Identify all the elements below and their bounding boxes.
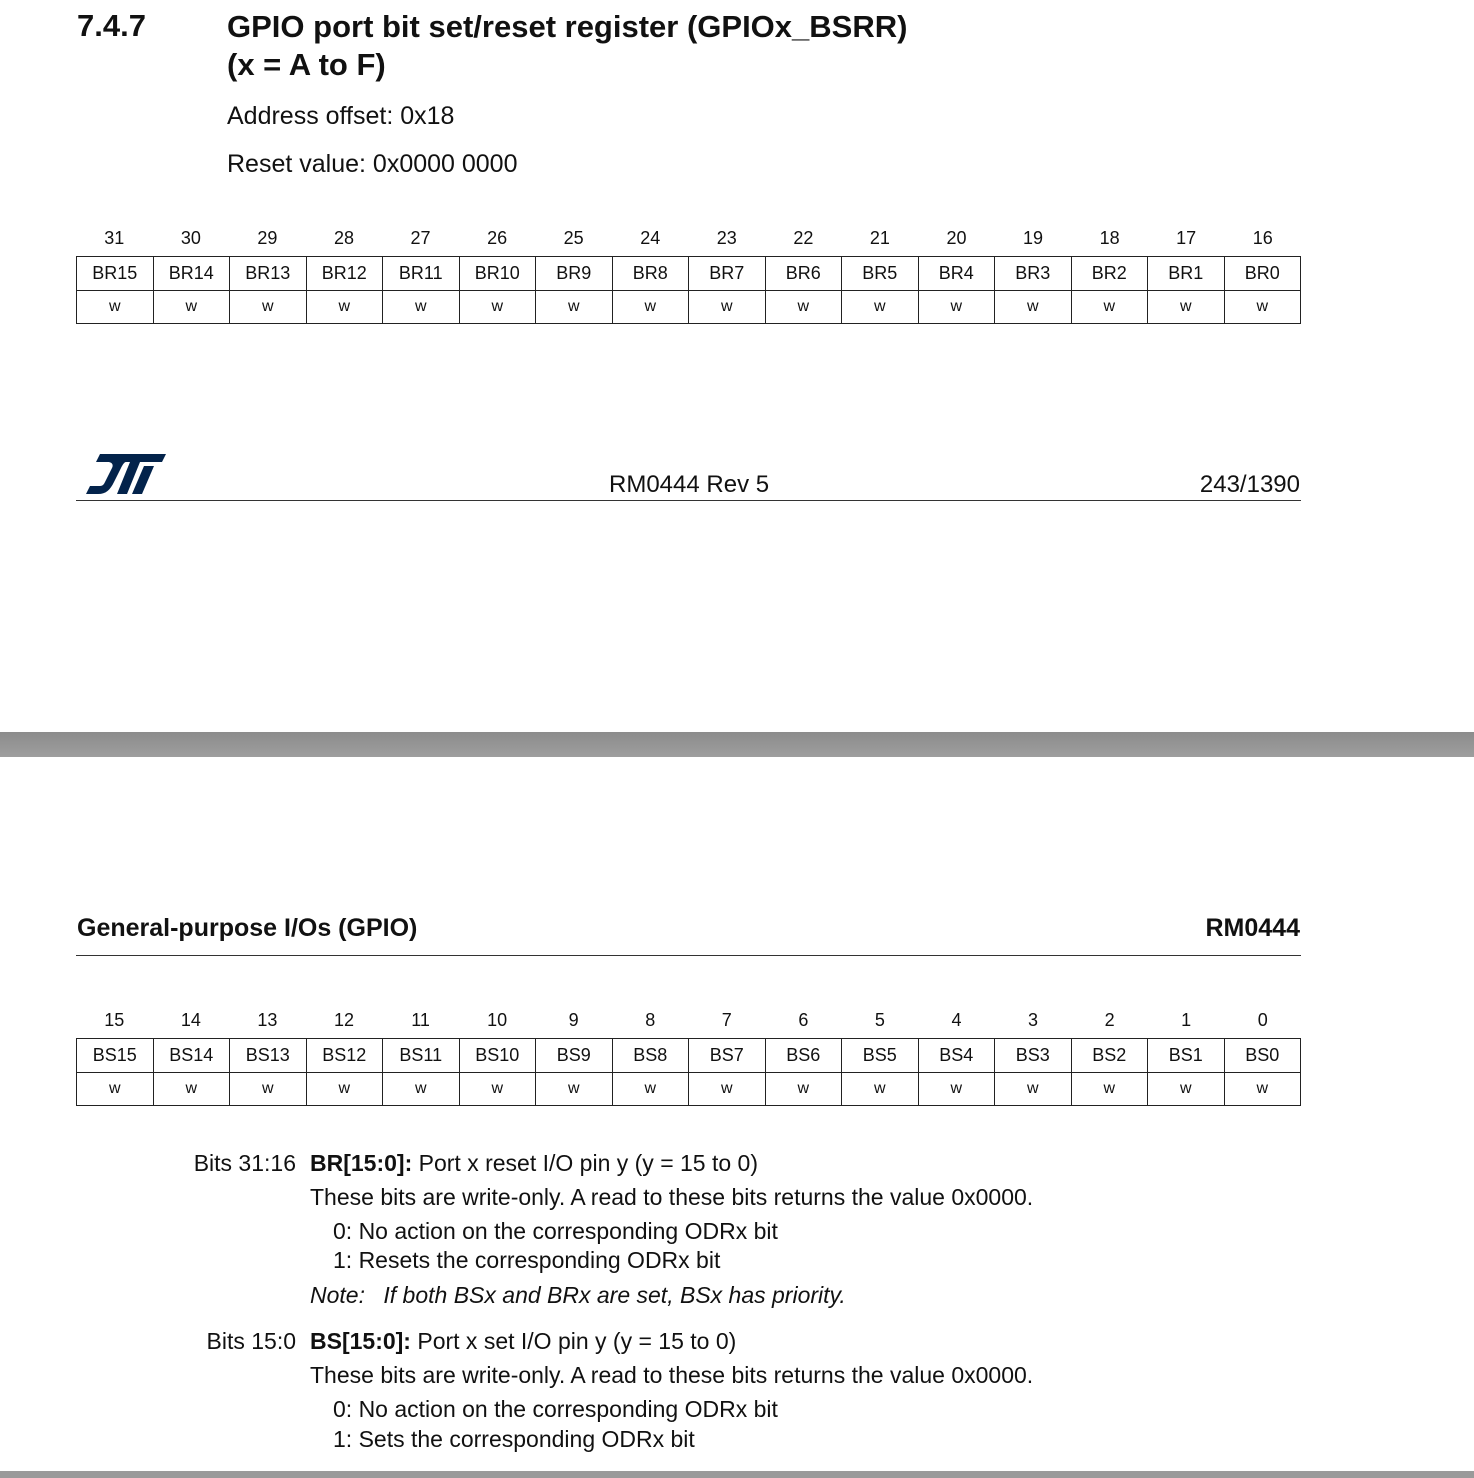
bit-number: 2 (1104, 1010, 1115, 1030)
register-field: BS14 (153, 1039, 230, 1073)
register-field: BR14 (153, 257, 230, 291)
access-type: w (306, 291, 383, 324)
br-value0: 0: No action on the corresponding ODRx bit (333, 1218, 778, 1244)
register-field: BS10 (459, 1039, 536, 1073)
br-field-summary (310, 1150, 758, 1177)
bs-bits-label: Bits 15:0 (206, 1328, 296, 1354)
register-field: BS2 (1071, 1039, 1148, 1073)
access-type: w (1071, 291, 1148, 324)
bit-number: 14 (180, 1010, 201, 1030)
lower-field-row (77, 1039, 1301, 1073)
register-field: BS5 (842, 1039, 919, 1073)
access-type: w (1148, 1073, 1225, 1106)
access-type: w (995, 291, 1072, 324)
br-note (310, 1282, 846, 1309)
bs-detail: These bits are write-only. A read to these bits returns the value 0x0000. (310, 1362, 1034, 1388)
bit-number: 25 (563, 228, 584, 248)
chapter-header: General-purpose I/Os (GPIO) (77, 914, 418, 942)
access-type: w (842, 1073, 919, 1106)
register-field: BR3 (995, 257, 1072, 291)
access-type: w (230, 291, 307, 324)
register-field: BS6 (765, 1039, 842, 1073)
register-field: BS8 (612, 1039, 689, 1073)
bit-number: 23 (716, 228, 737, 248)
bit-number: 30 (180, 228, 201, 248)
register-field: BS7 (689, 1039, 766, 1073)
footer-divider (76, 500, 1301, 501)
access-type: w (536, 1073, 613, 1106)
register-field: BR6 (765, 257, 842, 291)
access-type: w (842, 291, 919, 324)
register-field: BR9 (536, 257, 613, 291)
bit-number: 17 (1176, 228, 1197, 248)
access-type: w (459, 291, 536, 324)
bit-number: 3 (1028, 1010, 1039, 1030)
address-offset: Address offset: 0x18 (227, 102, 455, 130)
access-type: w (1224, 1073, 1301, 1106)
bit-number: 18 (1099, 228, 1120, 248)
register-field: BR1 (1148, 257, 1225, 291)
access-type: w (230, 1073, 307, 1106)
register-field: BR4 (918, 257, 995, 291)
register-field: BS3 (995, 1039, 1072, 1073)
lower-access-row (77, 1073, 1301, 1106)
lower-register-table (76, 1038, 1301, 1106)
access-type: w (612, 1073, 689, 1106)
bit-number: 6 (798, 1010, 809, 1030)
access-type: w (689, 291, 766, 324)
footer-doc-rev: RM0444 Rev 5 (609, 471, 770, 498)
bit-number: 12 (333, 1010, 354, 1030)
footer-page-number: 243/1390 (1199, 471, 1300, 498)
register-field: BR12 (306, 257, 383, 291)
register-field: BR10 (459, 257, 536, 291)
access-type: w (765, 1073, 842, 1106)
bit-number: 16 (1252, 228, 1273, 248)
bit-number: 13 (257, 1010, 278, 1030)
lower-bit-numbers (76, 1010, 1301, 1031)
register-field: BS11 (383, 1039, 460, 1073)
bit-number: 1 (1181, 1010, 1192, 1030)
bit-number: 27 (410, 228, 431, 248)
access-type: w (77, 291, 154, 324)
access-type: w (383, 291, 460, 324)
bit-number: 24 (640, 228, 661, 248)
br-value1: 1: Resets the corresponding ODRx bit (333, 1247, 721, 1273)
register-field: BR0 (1224, 257, 1301, 291)
register-field: BS0 (1224, 1039, 1301, 1073)
access-type: w (153, 1073, 230, 1106)
bit-number: 19 (1023, 228, 1044, 248)
access-type: w (1224, 291, 1301, 324)
header-divider (76, 955, 1301, 956)
bit-number: 22 (793, 228, 814, 248)
register-field: BR8 (612, 257, 689, 291)
bs-value1: 1: Sets the corresponding ODRx bit (333, 1426, 695, 1452)
note-label: Note: (310, 1282, 365, 1308)
br-bits-label: Bits 31:16 (193, 1150, 296, 1176)
bit-number: 8 (645, 1010, 656, 1030)
register-field: BR11 (383, 257, 460, 291)
bit-number: 15 (104, 1010, 125, 1030)
access-type: w (689, 1073, 766, 1106)
bs-field-name: BS[15:0]: (310, 1328, 411, 1354)
register-field: BS15 (77, 1039, 154, 1073)
section-number: 7.4.7 (77, 8, 146, 43)
bit-number: 29 (257, 228, 278, 248)
section-title-line2: (x = A to F) (227, 47, 386, 82)
reset-value: Reset value: 0x0000 0000 (227, 150, 518, 178)
upper-bit-numbers (76, 228, 1301, 249)
register-field: BR15 (77, 257, 154, 291)
access-type: w (1148, 291, 1225, 324)
br-summary: Port x reset I/O pin y (y = 15 to 0) (418, 1150, 759, 1176)
bs-value0: 0: No action on the corresponding ODRx bit (333, 1396, 778, 1422)
access-type: w (995, 1073, 1072, 1106)
note-text: If both BSx and BRx are set, BSx has priority. (383, 1282, 846, 1308)
access-type: w (153, 291, 230, 324)
upper-access-row (77, 291, 1301, 324)
bit-number: 9 (568, 1010, 579, 1030)
bs-field-summary (310, 1328, 736, 1355)
access-type: w (306, 1073, 383, 1106)
access-type: w (918, 1073, 995, 1106)
br-detail: These bits are write-only. A read to these bits returns the value 0x0000. (310, 1184, 1034, 1210)
access-type: w (918, 291, 995, 324)
section-title-line1: GPIO port bit set/reset register (GPIOx_BSRR) (227, 9, 908, 44)
doc-id-header: RM0444 (1205, 914, 1300, 942)
register-field: BS13 (230, 1039, 307, 1073)
register-field: BR7 (689, 257, 766, 291)
bit-number: 31 (104, 228, 125, 248)
register-field: BR5 (842, 257, 919, 291)
register-field: BR13 (230, 257, 307, 291)
bit-number: 26 (487, 228, 508, 248)
register-field: BR2 (1071, 257, 1148, 291)
upper-register-table (76, 256, 1301, 324)
access-type: w (765, 291, 842, 324)
bit-number: 20 (946, 228, 967, 248)
register-field: BS1 (1148, 1039, 1225, 1073)
bit-number: 4 (951, 1010, 962, 1030)
st-logo (86, 452, 166, 496)
access-type: w (383, 1073, 460, 1106)
access-type: w (1071, 1073, 1148, 1106)
access-type: w (459, 1073, 536, 1106)
br-field-name: BR[15:0]: (310, 1150, 413, 1176)
bit-number: 21 (869, 228, 890, 248)
bit-number: 28 (333, 228, 354, 248)
register-field: BS12 (306, 1039, 383, 1073)
bit-number: 5 (874, 1010, 885, 1030)
bottom-page-edge (0, 1471, 1474, 1478)
upper-field-row (77, 257, 1301, 291)
bs-summary: Port x set I/O pin y (y = 15 to 0) (417, 1328, 737, 1354)
bit-number: 7 (721, 1010, 732, 1030)
access-type: w (536, 291, 613, 324)
bit-number: 0 (1257, 1010, 1268, 1030)
register-field: BS9 (536, 1039, 613, 1073)
bit-number: 11 (411, 1010, 430, 1030)
register-field: BS4 (918, 1039, 995, 1073)
access-type: w (77, 1073, 154, 1106)
page-separator (0, 732, 1474, 757)
access-type: w (612, 291, 689, 324)
section-title (227, 8, 1127, 84)
bit-number: 10 (487, 1010, 508, 1030)
